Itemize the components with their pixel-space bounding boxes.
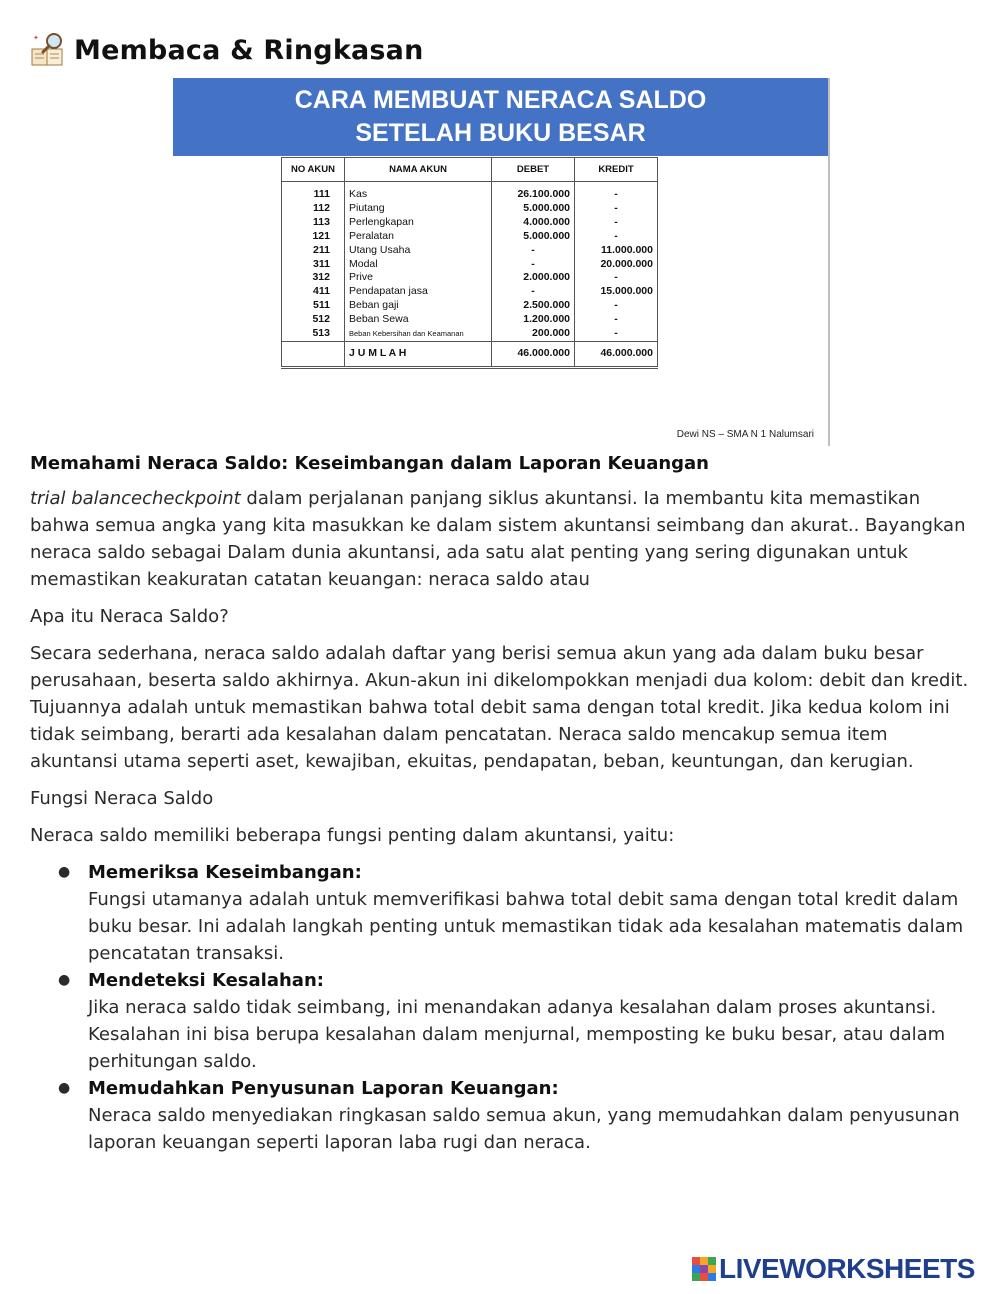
cell-debet: 4.000.000 xyxy=(492,216,575,230)
cell-kredit: - xyxy=(575,313,658,327)
cell-no: 113 xyxy=(282,216,345,230)
total-label: J U M L A H xyxy=(345,341,492,367)
intro-italic: trial balancecheckpoint xyxy=(30,488,241,509)
cell-debet: 2.500.000 xyxy=(492,299,575,313)
cell-kredit: 15.000.000 xyxy=(575,285,658,299)
function-list xyxy=(30,859,975,1156)
cell-kredit: - xyxy=(575,216,658,230)
cell-name: Prive xyxy=(345,271,492,285)
liveworksheets-wordmark: LIVEWORKSHEETS xyxy=(719,1253,975,1284)
list-item xyxy=(58,859,975,967)
table-row xyxy=(282,244,658,258)
cell-debet: 200.000 xyxy=(492,327,575,341)
table-row xyxy=(282,327,658,341)
cell-debet: - xyxy=(492,285,575,299)
cell-kredit: - xyxy=(575,299,658,313)
cell-name: Utang Usaha xyxy=(345,244,492,258)
section-heading-what: Apa itu Neraca Saldo? xyxy=(30,606,229,627)
cell-name: Beban gaji xyxy=(345,299,492,313)
intro-text: dalam perjalanan panjang siklus akuntansi. Ia membantu kita memastikan bahwa semua angka yang kita masukkan ke dalam sistem akuntansi seimbang dan akurat.. Bayangkan neraca saldo sebagai Dalam dunia akuntansi, ada satu alat penting yang sering digunakan untuk memastikan keakuratan catatan keuangan: neraca saldo atau xyxy=(30,488,966,590)
cell-debet: 5.000.000 xyxy=(492,230,575,244)
bullet-icon: ● xyxy=(58,972,71,988)
col-header: KREDIT xyxy=(575,158,658,182)
cell-name: Kas xyxy=(345,182,492,202)
banner-line-2: SETELAH BUKU BESAR xyxy=(355,119,646,147)
list-item xyxy=(58,967,975,1075)
liveworksheets-logo[interactable] xyxy=(692,1253,975,1285)
bullet-icon: ● xyxy=(58,1080,71,1096)
cell-no: 112 xyxy=(282,202,345,216)
cell-no: 121 xyxy=(282,230,345,244)
cell-kredit: - xyxy=(575,182,658,202)
cell-no: 411 xyxy=(282,285,345,299)
cell-name: Pendapatan jasa xyxy=(345,285,492,299)
cell-empty xyxy=(282,341,345,367)
intro-paragraph xyxy=(30,485,975,593)
figure-banner xyxy=(173,78,828,156)
cell-debet: - xyxy=(492,244,575,258)
magnifier-book-icon xyxy=(30,31,68,69)
cell-no: 111 xyxy=(282,182,345,202)
table-row xyxy=(282,271,658,285)
table-row xyxy=(282,258,658,272)
svg-text:✦: ✦ xyxy=(33,34,39,42)
cell-debet: 2.000.000 xyxy=(492,271,575,285)
figure-credit: Dewi NS – SMA N 1 Nalumsari xyxy=(676,429,814,440)
table-row xyxy=(282,182,658,202)
list-item-title: Mendeteksi Kesalahan: xyxy=(88,970,324,991)
list-item-text: Fungsi utamanya adalah untuk memverifikasi bahwa total debit sama dengan total kredit dalam buku besar. Ini adalah langkah penting untuk memastikan tidak ada kesalahan matematis dalam pencatatan transaksi. xyxy=(88,889,964,964)
cell-debet: 1.200.000 xyxy=(492,313,575,327)
cell-no: 311 xyxy=(282,258,345,272)
table-row xyxy=(282,216,658,230)
list-item-text: Jika neraca saldo tidak seimbang, ini menandakan adanya kesalahan dalam proses akuntansi. Kesalahan ini bisa berupa kesalahan dalam menjurnal, memposting ke buku besar, atau dalam perhitungan saldo. xyxy=(88,997,946,1072)
cell-debet: 26.100.000 xyxy=(492,182,575,202)
list-item xyxy=(58,1075,975,1156)
article-subtitle: Memahami Neraca Saldo: Keseimbangan dalam Laporan Keuangan xyxy=(30,453,709,474)
cell-no: 513 xyxy=(282,327,345,341)
list-item-text: Neraca saldo menyediakan ringkasan saldo semua akun, yang memudahkan dalam penyusunan laporan keuangan seperti laporan laba rugi dan neraca. xyxy=(88,1105,960,1153)
table-row xyxy=(282,299,658,313)
function-intro: Neraca saldo memiliki beberapa fungsi penting dalam akuntansi, yaitu: xyxy=(30,825,675,846)
cell-kredit: 20.000.000 xyxy=(575,258,658,272)
cell-no: 511 xyxy=(282,299,345,313)
cell-kredit: - xyxy=(575,202,658,216)
cell-kredit: - xyxy=(575,271,658,285)
list-item-title: Memeriksa Keseimbangan: xyxy=(88,862,362,883)
cell-name: Peralatan xyxy=(345,230,492,244)
total-debet: 46.000.000 xyxy=(492,341,575,367)
table-row xyxy=(282,313,658,327)
table-header-row xyxy=(282,158,658,182)
liveworksheets-logo-icon xyxy=(692,1257,716,1281)
col-header: DEBET xyxy=(492,158,575,182)
cell-name: Modal xyxy=(345,258,492,272)
page-title: Membaca & Ringkasan xyxy=(74,34,424,66)
article-body xyxy=(30,450,975,1156)
table-row xyxy=(282,285,658,299)
cell-no: 312 xyxy=(282,271,345,285)
banner-line-1: CARA MEMBUAT NERACA SALDO xyxy=(294,86,707,114)
col-header: NO AKUN xyxy=(282,158,345,182)
cell-name: Perlengkapan xyxy=(345,216,492,230)
cell-kredit: - xyxy=(575,230,658,244)
page-header xyxy=(30,30,424,70)
cell-kredit: - xyxy=(575,327,658,341)
cell-kredit: 11.000.000 xyxy=(575,244,658,258)
trial-balance-table xyxy=(281,157,658,369)
col-header: NAMA AKUN xyxy=(345,158,492,182)
cell-name: Piutang xyxy=(345,202,492,216)
total-kredit: 46.000.000 xyxy=(575,341,658,367)
cell-name: Beban Kebersihan dan Keamanan xyxy=(345,327,492,341)
definition-paragraph: Secara sederhana, neraca saldo adalah daftar yang berisi semua akun yang ada dalam buku besar perusahaan, beserta saldo akhirnya. Akun-akun ini dikelompokkan menjadi dua kolom: debit dan kredit. Tujuannya adalah untuk memastikan bahwa total debit sama dengan total kredit. Jika kedua kolom ini tidak seimbang, berarti ada kesalahan dalam pencatatan. Neraca saldo mencakup semua item akuntansi utama seperti aset, kewajiban, ekuitas, pendapatan, beban, keuntungan, dan kerugian. xyxy=(30,643,969,772)
section-heading-function: Fungsi Neraca Saldo xyxy=(30,788,214,809)
cell-no: 211 xyxy=(282,244,345,258)
cell-debet: - xyxy=(492,258,575,272)
table-total-row xyxy=(282,341,658,367)
bullet-icon: ● xyxy=(58,864,71,880)
list-item-title: Memudahkan Penyusunan Laporan Keuangan: xyxy=(88,1078,559,1099)
neraca-saldo-figure xyxy=(173,78,830,446)
cell-debet: 5.000.000 xyxy=(492,202,575,216)
cell-name: Beban Sewa xyxy=(345,313,492,327)
cell-no: 512 xyxy=(282,313,345,327)
table-row xyxy=(282,202,658,216)
table-row xyxy=(282,230,658,244)
